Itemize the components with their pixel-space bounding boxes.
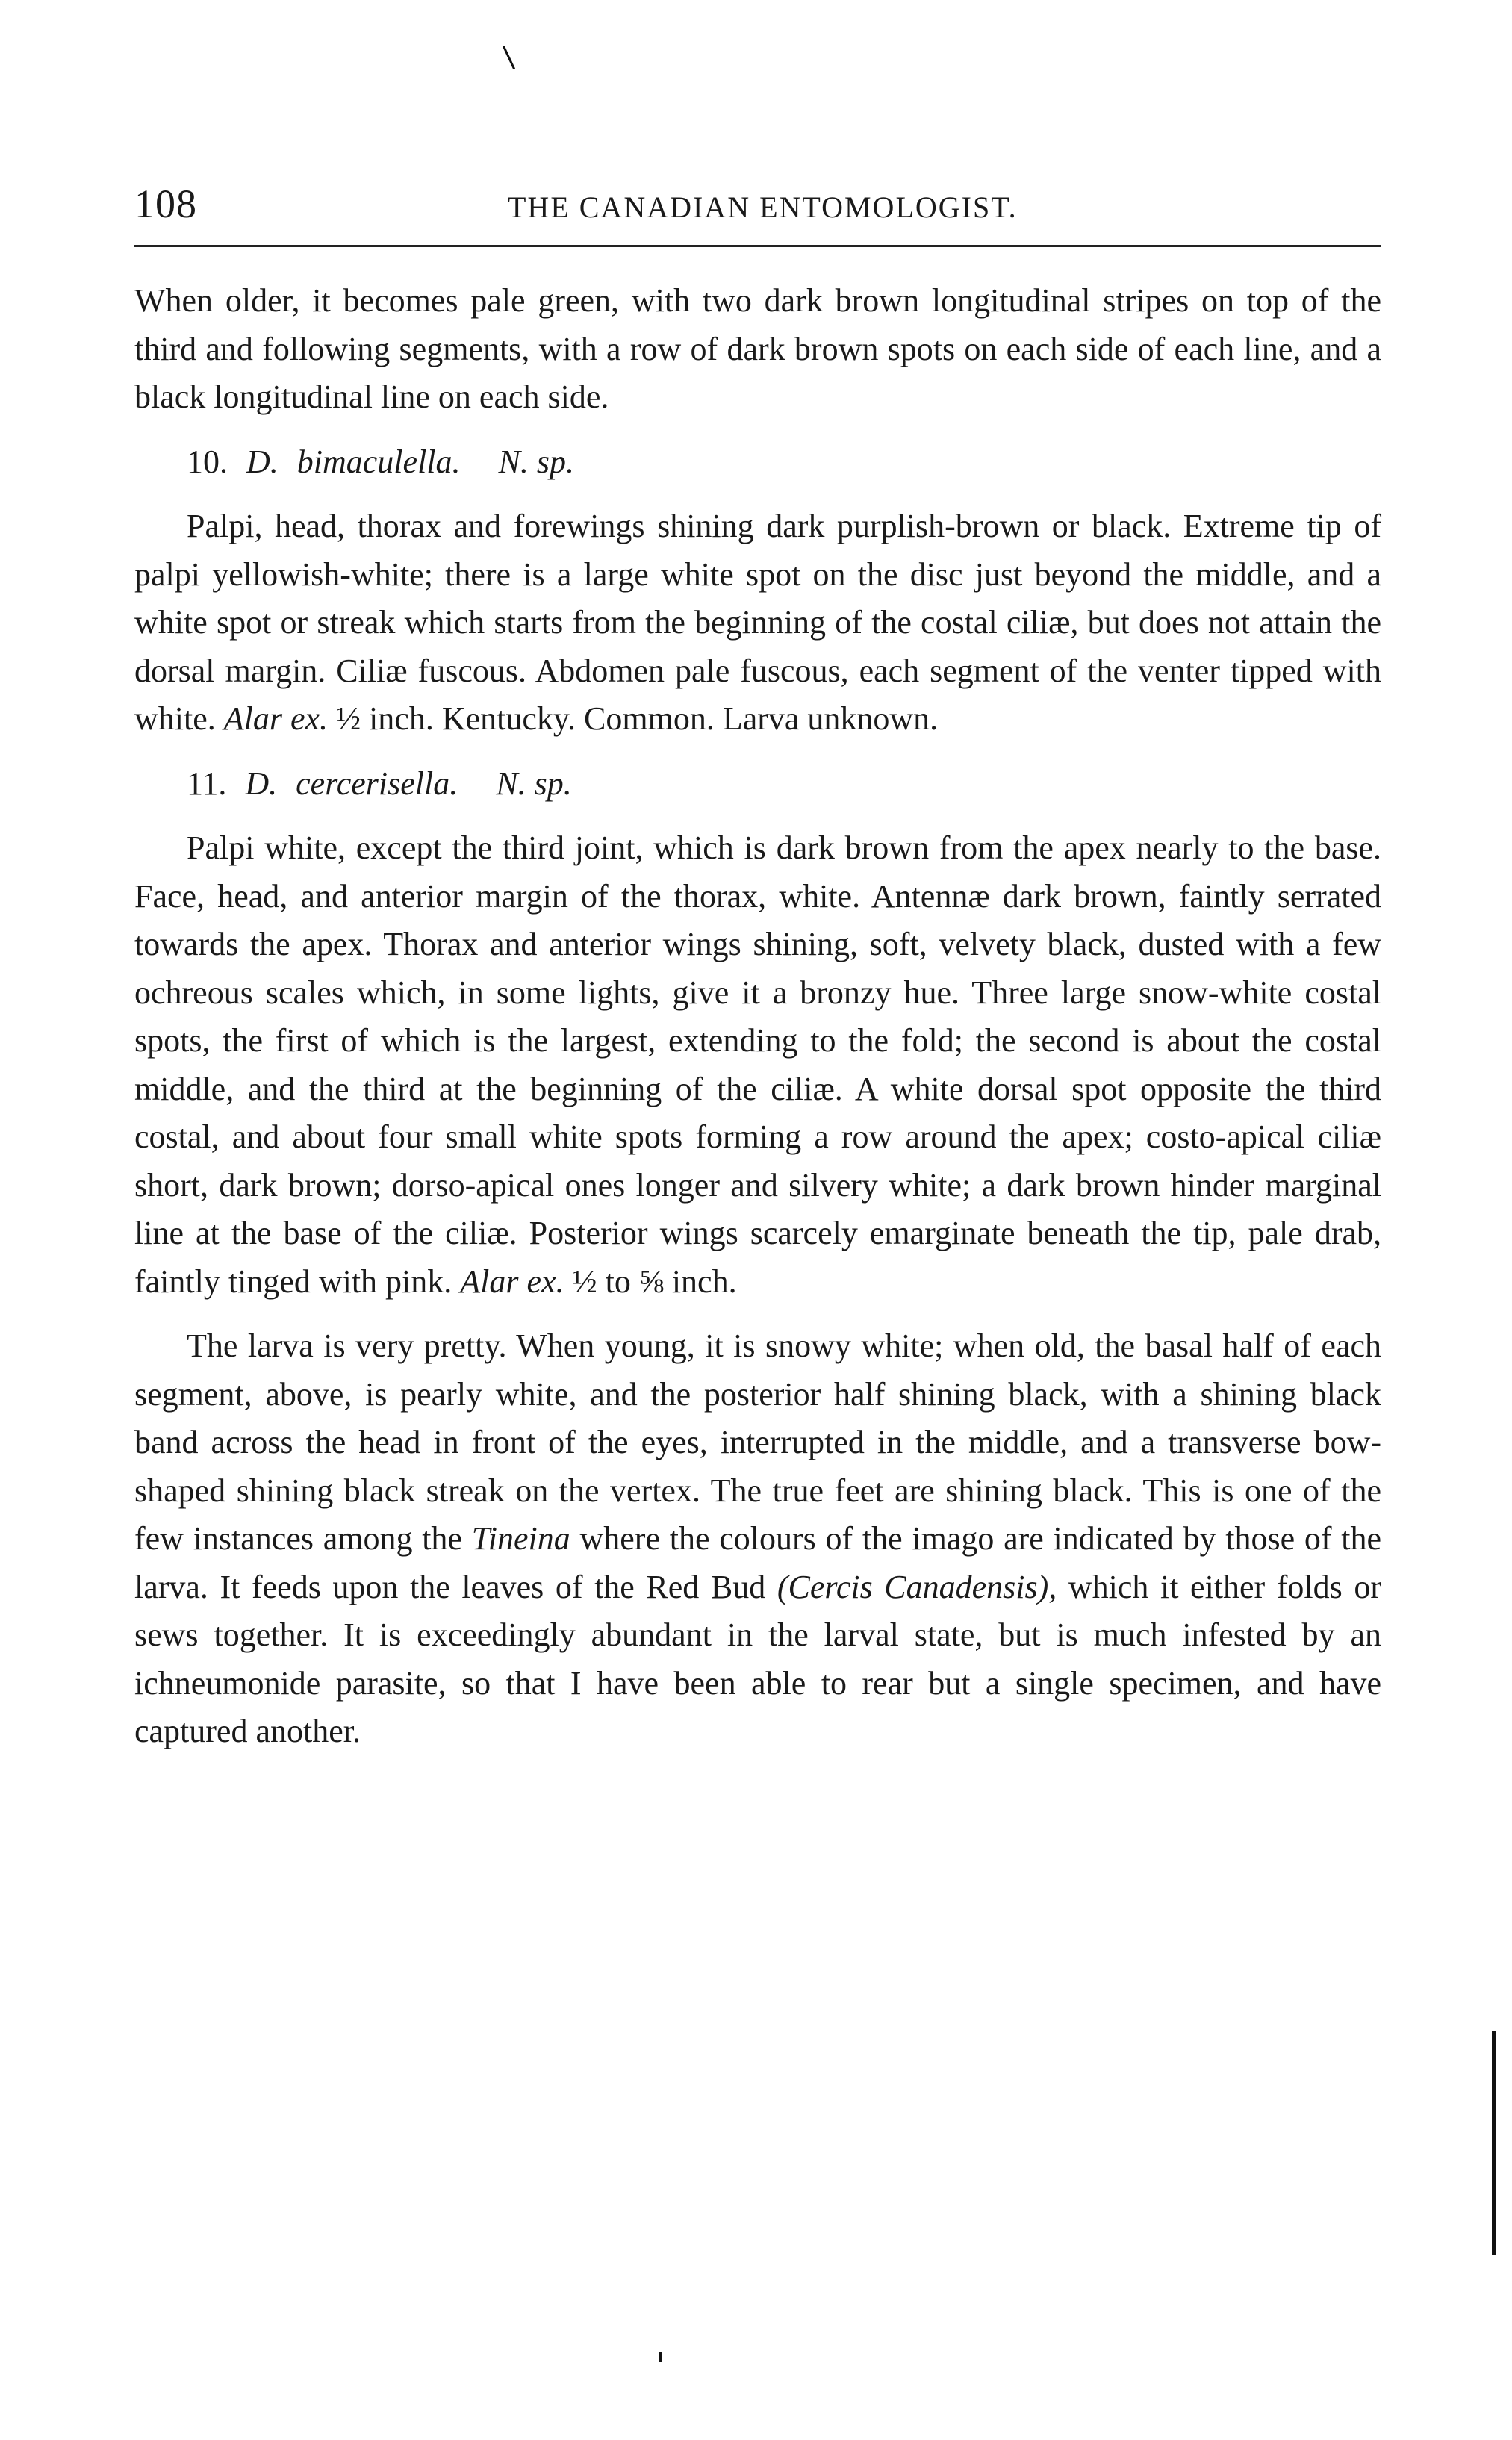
larva-text-2: where the colours of the imago are indicated by those of the larva. It feeds upon the leaves of the Red Bud: [134, 1520, 1382, 1605]
larva-text-1: The larva is very pretty. When young, it is snowy white; when old, the basal half of each segment, above, is pearly white, and the posterior half shining black, with a shining black band across the head in front of the eyes, interrupted in the middle, and a transverse bow-shaped shining black streak on the vertex. The true feet are shining black. This is one of the few instances among the: [134, 1328, 1381, 1557]
species-heading-10: [134, 438, 1381, 487]
body-text: [134, 277, 1381, 1756]
paragraph-larva-older: When older, it becomes pale green, with two dark brown longitudinal stripes on top of the third and following segments, with a row of dark brown spots on each side of each line, and a black longitudinal line on each side.: [134, 282, 1381, 415]
description-text: Palpi white, except the third joint, which is dark brown from the apex nearly to the base. Face, head, and anterior margin of the thorax, white. Antennæ dark brown, faintly serrated towards the apex. Thorax and anterior wings shining, soft, velvety black, dusted with a few ochreous scales which, in some lights, give it a bronzy hue. Three large snow-white costal spots, the first of which is the largest, extending to the fold; the second is about the costal middle, and the third at the beginning of the ciliæ. A white dorsal spot opposite the third costal, and about four small white spots forming a row around the apex; costo-apical ciliæ short, dark brown; dorso-apical ones longer and silvery white; a dark brown hinder marginal line at the base of the ciliæ. Posterior wings scarcely emarginate beneath the tip, pale drab, faintly tinged with pink.: [134, 830, 1381, 1300]
scan-speck: [659, 2352, 662, 2362]
species-status: N. sp.: [498, 443, 574, 480]
alar-label: Alar ex.: [223, 700, 329, 737]
larva-text-3: which it either folds or sews together. It is exceedingly abundant in the larval state, but is much infested by an ichneumonide parasite, so that I have been able to rear but a single specimen, and have captured another.: [134, 1568, 1382, 1749]
species-genus: D.: [246, 443, 279, 480]
running-head: [134, 172, 1381, 239]
taxon-name: Tineina: [471, 1520, 570, 1557]
species-number: 11.: [187, 765, 227, 802]
plant-name: (Cercis Canadensis),: [777, 1568, 1057, 1605]
measure-text: ½ inch. Kentucky. Common. Larva unknown.: [336, 700, 939, 737]
species-status: N. sp.: [496, 765, 572, 802]
page-number: 108: [134, 181, 197, 226]
species-name: bimaculella.: [296, 443, 461, 480]
paragraph-cercerisella: [134, 824, 1381, 1306]
header-rule: [134, 245, 1381, 247]
species-name: cercerisella.: [296, 765, 458, 802]
species-genus: D.: [245, 765, 278, 802]
species-number: 10.: [187, 443, 228, 480]
journal-title: THE CANADIAN ENTOMOLOGIST.: [508, 190, 1018, 224]
scan-speck: [503, 46, 515, 69]
species-heading-11: [134, 760, 1381, 809]
description-text: Palpi, head, thorax and forewings shining dark purplish-brown or black. Extreme tip of palpi yellowish-white; there is a large white spot on the disc just beyond the middle, and a white spot or streak which starts from the beginning of the costal ciliæ, but does not attain the dorsal margin. Ciliæ fuscous. Abdomen pale fuscous, each segment of the venter tipped with white.: [134, 508, 1381, 737]
alar-label: Alar ex.: [460, 1263, 564, 1300]
scan-edge-mark: [1492, 2031, 1496, 2255]
page: [134, 172, 1381, 1756]
measure-text: ½ to ⅝ inch.: [572, 1263, 737, 1300]
paragraph-larva-description: [134, 1322, 1381, 1756]
paragraph-bimaculella: [134, 502, 1381, 744]
